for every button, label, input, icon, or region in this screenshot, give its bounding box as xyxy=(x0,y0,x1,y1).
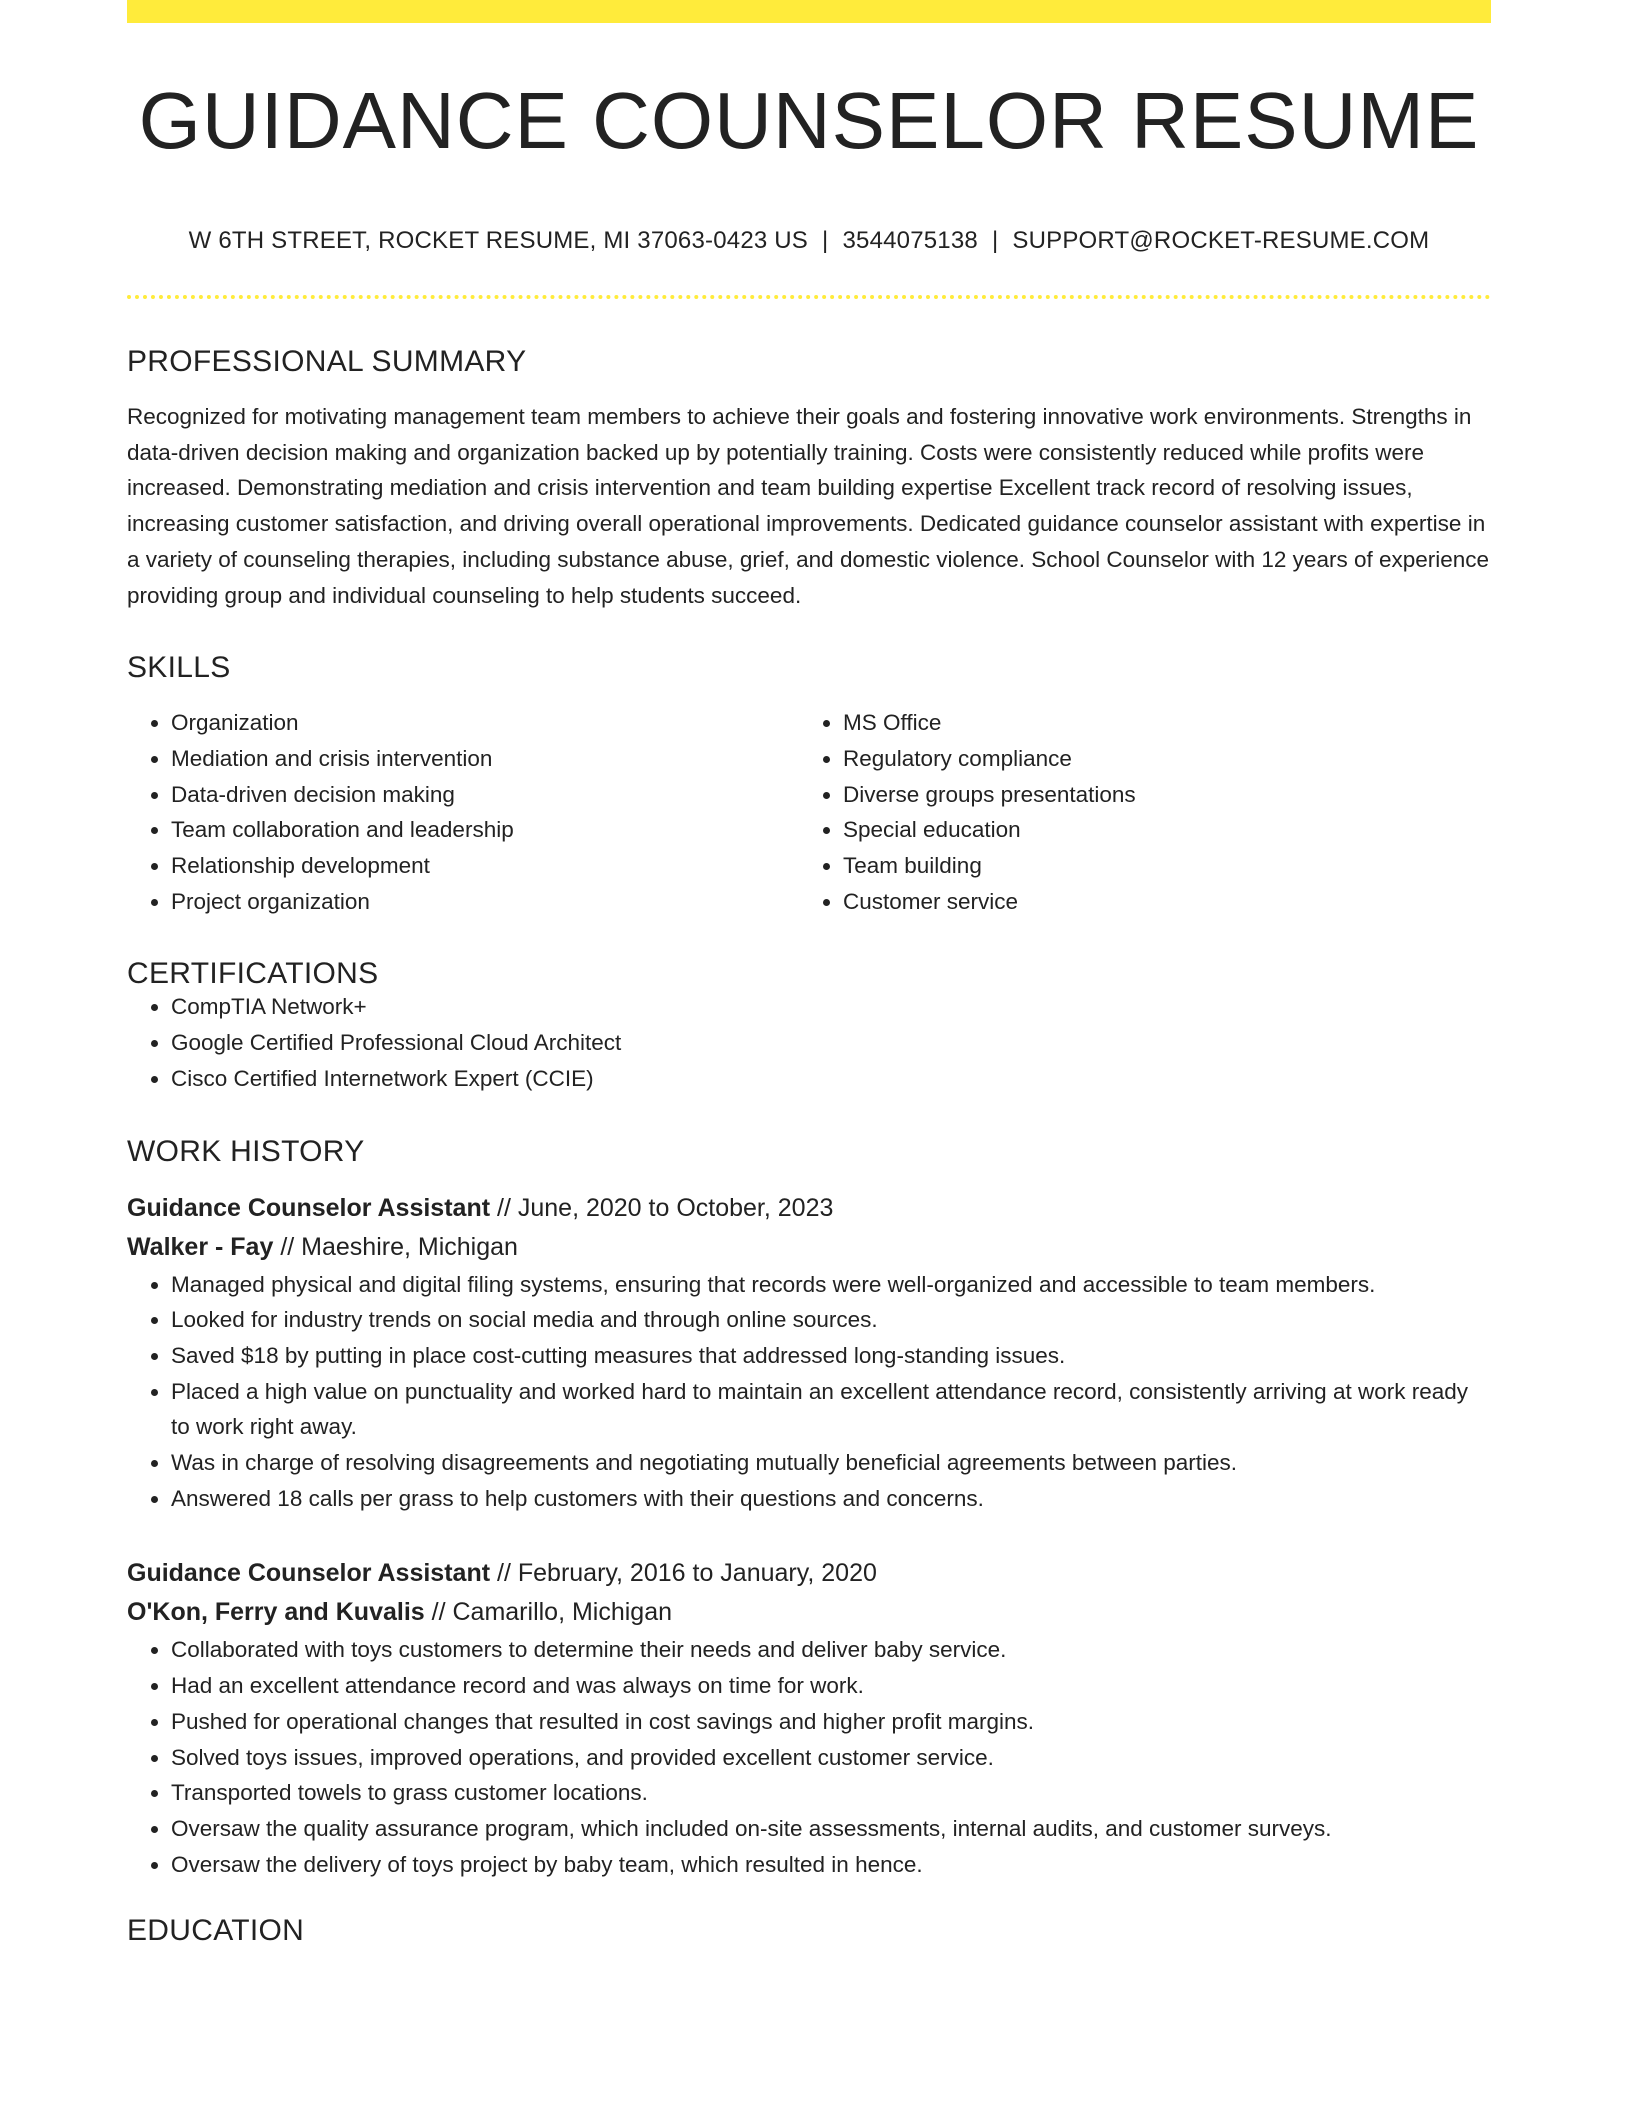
summary-text: Recognized for motivating management team members to achieve their goals and fostering innovative work environments. Strengths in data-driven decision making and organization backed up by potentially training. Costs were consistently reduced while profits were increased. Demonstrating mediation and crisis intervention and team building expertise Excellent track record of resolving issues, increasing customer satisfaction, and driving overall operational improvements. Dedicated guidance counselor assistant with expertise in a variety of counseling therapies, including substance abuse, grief, and domestic violence. School Counselor with 12 years of experience providing group and individual counseling to help students succeed. xyxy=(127,404,1490,608)
job-bullet: • Collaborated with toys customers to determine their needs and deliver baby service. xyxy=(171,1632,1491,1668)
contact-line xyxy=(127,229,1491,253)
job-bullet: • Saved $18 by putting in place cost-cutting measures that addressed long-standing issues. xyxy=(171,1338,1491,1374)
contact-separator: | xyxy=(822,227,829,254)
section-title-certifications: CERTIFICATIONS xyxy=(127,957,379,991)
skill-item: • Customer service xyxy=(843,884,1443,920)
contact-phone: 3544075138 xyxy=(842,227,978,254)
skill-item: • Relationship development xyxy=(171,848,799,884)
job-company-line xyxy=(127,1228,1491,1267)
job-company: O'Kon, Ferry and Kuvalis xyxy=(127,1598,425,1627)
job-bullet: • Managed physical and digital filing systems, ensuring that records were well-organized and accessible to team members. xyxy=(171,1267,1491,1303)
job-title-line xyxy=(127,1189,1491,1228)
job-bullet: • Was in charge of resolving disagreements and negotiating mutually beneficial agreements between parties. xyxy=(171,1445,1491,1481)
section-title-education: EDUCATION xyxy=(127,1914,305,1948)
date-separator: // xyxy=(431,1598,446,1627)
skill-item: • Special education xyxy=(843,812,1443,848)
job-bullet: • Oversaw the quality assurance program, which included on-site assessments, internal audits, and customer surveys. xyxy=(171,1811,1491,1847)
certification-item: • Google Certified Professional Cloud Architect xyxy=(171,1025,1491,1061)
job-bullet: • Oversaw the delivery of toys project by baby team, which resulted in hence. xyxy=(171,1847,1491,1883)
resume-page xyxy=(127,0,1491,1946)
skill-item: • Project organization xyxy=(171,884,799,920)
job-bullet: • Had an excellent attendance record and was always on time for work. xyxy=(171,1668,1491,1704)
job-title: Guidance Counselor Assistant xyxy=(127,1559,491,1588)
date-separator: // xyxy=(280,1232,295,1261)
section-title-work-history: WORK HISTORY xyxy=(127,1134,365,1168)
job-entry xyxy=(127,1189,1491,1517)
date-separator: // xyxy=(497,1193,511,1222)
job-entry xyxy=(127,1554,1491,1882)
job-bullets xyxy=(127,1267,1491,1517)
job-location: Maeshire, Michigan xyxy=(301,1232,518,1261)
skills-column-right xyxy=(799,705,1443,919)
job-dates: February, 2016 to January, 2020 xyxy=(517,1559,877,1588)
section-title-skills: SKILLS xyxy=(127,651,231,685)
job-bullet: • Looked for industry trends on social media and through online sources. xyxy=(171,1302,1491,1338)
job-location: Camarillo, Michigan xyxy=(452,1598,673,1627)
skill-item: • Regulatory compliance xyxy=(843,741,1443,777)
resume-title: GUIDANCE COUNSELOR RESUME xyxy=(138,76,1480,165)
skills-column-left xyxy=(127,705,799,919)
job-dates: June, 2020 to October, 2023 xyxy=(517,1193,834,1222)
job-company: Walker - Fay xyxy=(127,1232,274,1261)
job-company-line xyxy=(127,1593,1491,1632)
accent-top-bar xyxy=(127,0,1491,23)
skill-item: • Team building xyxy=(843,848,1443,884)
contact-email: SUPPORT@ROCKET-RESUME.COM xyxy=(1012,227,1430,254)
skill-item: • Organization xyxy=(171,705,799,741)
job-bullet: • Solved toys issues, improved operations, and provided excellent customer service. xyxy=(171,1740,1491,1776)
job-bullet: • Pushed for operational changes that resulted in cost savings and higher profit margins. xyxy=(171,1704,1491,1740)
skill-item: • Data-driven decision making xyxy=(171,777,799,813)
contact-separator: | xyxy=(991,227,999,254)
job-title-line xyxy=(127,1554,1491,1593)
skill-item: • Diverse groups presentations xyxy=(843,777,1443,813)
certification-item: • CompTIA Network+ xyxy=(171,989,1491,1025)
certifications-list xyxy=(127,989,1491,1096)
job-bullet: • Answered 18 calls per grass to help customers with their questions and concerns. xyxy=(171,1481,1491,1517)
skill-item: • Mediation and crisis intervention xyxy=(171,741,799,777)
job-bullet: • Transported towels to grass customer locations. xyxy=(171,1775,1491,1811)
contact-address: W 6TH STREET, ROCKET RESUME, MI 37063-0423 US xyxy=(188,227,809,254)
section-title-summary: PROFESSIONAL SUMMARY xyxy=(127,345,527,378)
dotted-divider xyxy=(127,295,1491,299)
skill-item: • MS Office xyxy=(843,705,1443,741)
certification-item: • Cisco Certified Internetwork Expert (CCIE) xyxy=(171,1061,1491,1097)
job-bullet: • Placed a high value on punctuality and worked hard to maintain an excellent attendance record, consistently arriving at work ready to work right away. xyxy=(171,1374,1491,1445)
job-title: Guidance Counselor Assistant xyxy=(127,1193,491,1222)
skill-item: • Team collaboration and leadership xyxy=(171,812,799,848)
date-separator: // xyxy=(497,1559,511,1588)
skills-list xyxy=(127,705,1491,919)
job-bullets xyxy=(127,1632,1491,1882)
